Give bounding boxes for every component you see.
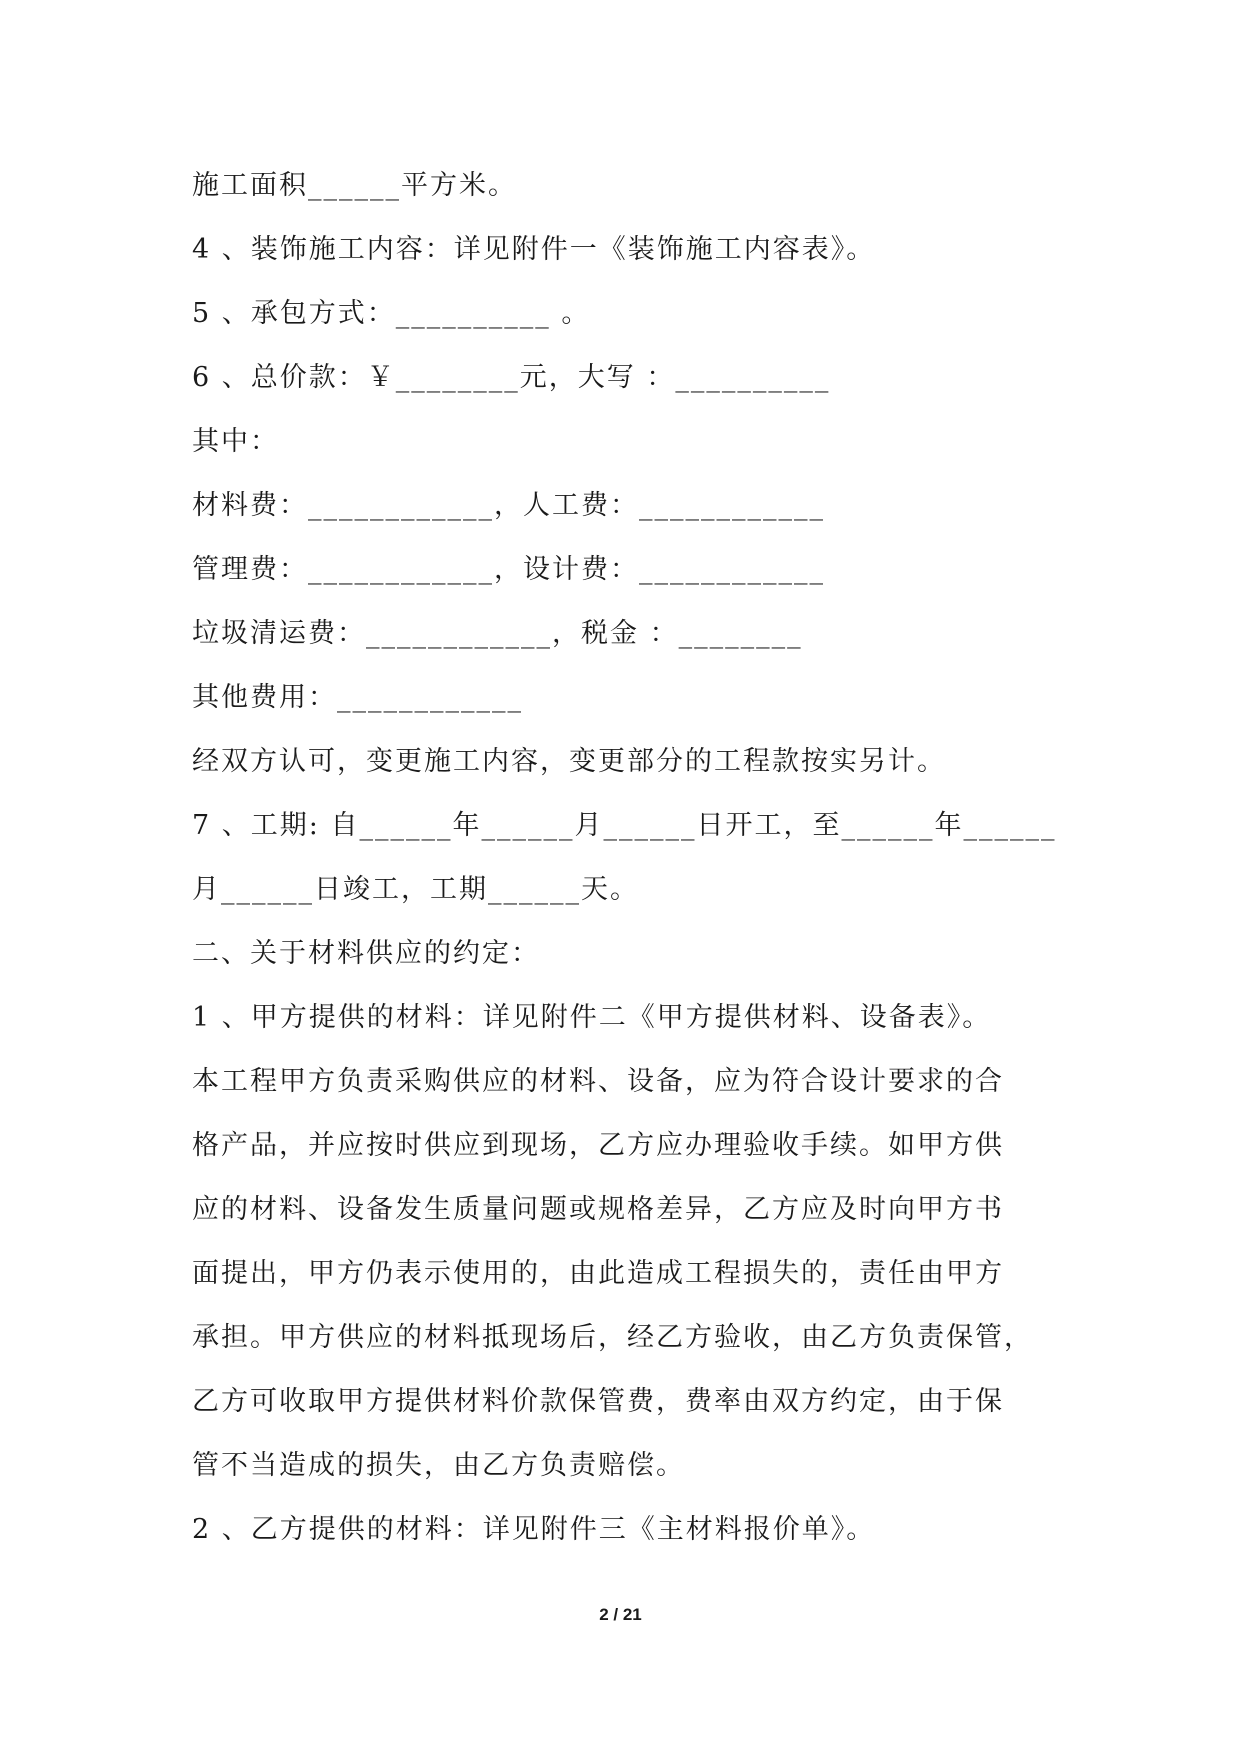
text-line: 月______日竣工，工期______天。 [192, 874, 639, 905]
text-line: 材料费：____________，人工费：____________ [192, 490, 825, 521]
text-line: 乙方可收取甲方提供材料价款保管费，费率由双方约定，由于保 [192, 1386, 1004, 1417]
text-line: 1 、甲方提供的材料：详见附件二《甲方提供材料、设备表》。 [192, 1002, 992, 1033]
text-line: 应的材料、设备发生质量问题或规格差异，乙方应及时向甲方书 [192, 1194, 1004, 1225]
text-line: 面提出，甲方仍表示使用的，由此造成工程损失的，责任由甲方 [192, 1258, 1004, 1289]
text-line: 2 、乙方提供的材料：详见附件三《主材料报价单》。 [192, 1514, 876, 1545]
text-line: 其中： [192, 426, 279, 457]
text-line: 施工面积______平方米。 [192, 170, 517, 201]
text-line: 4 、装饰施工内容：详见附件一《装饰施工内容表》。 [192, 234, 876, 265]
text-line: 本工程甲方负责采购供应的材料、设备，应为符合设计要求的合 [192, 1066, 1004, 1097]
text-line: 格产品，并应按时供应到现场，乙方应办理验收手续。如甲方供 [192, 1130, 1004, 1161]
text-line: 7 、工期: 自______年______月______日开工，至______年______ [192, 810, 1057, 841]
text-line: 经双方认可，变更施工内容，变更部分的工程款按实另计。 [192, 746, 946, 777]
text-line: 6 、总价款：￥________元，大写 ：__________ [192, 362, 831, 393]
text-line: 垃圾清运费：____________，税金 ：________ [192, 618, 803, 649]
text-line: 承担。甲方供应的材料抵现场后，经乙方验收，由乙方负责保管， [192, 1322, 1033, 1353]
text-line: 管理费：____________，设计费：____________ [192, 554, 825, 585]
text-line: 其他费用：____________ [192, 682, 523, 713]
page-number: 2 / 21 [599, 1605, 642, 1624]
text-line: 5 、承包方式：__________ 。 [192, 298, 591, 329]
section-heading: 二、关于材料供应的约定： [192, 938, 540, 969]
text-line: 管不当造成的损失，由乙方负责赔偿。 [192, 1450, 685, 1481]
document-body [192, 154, 1062, 1562]
